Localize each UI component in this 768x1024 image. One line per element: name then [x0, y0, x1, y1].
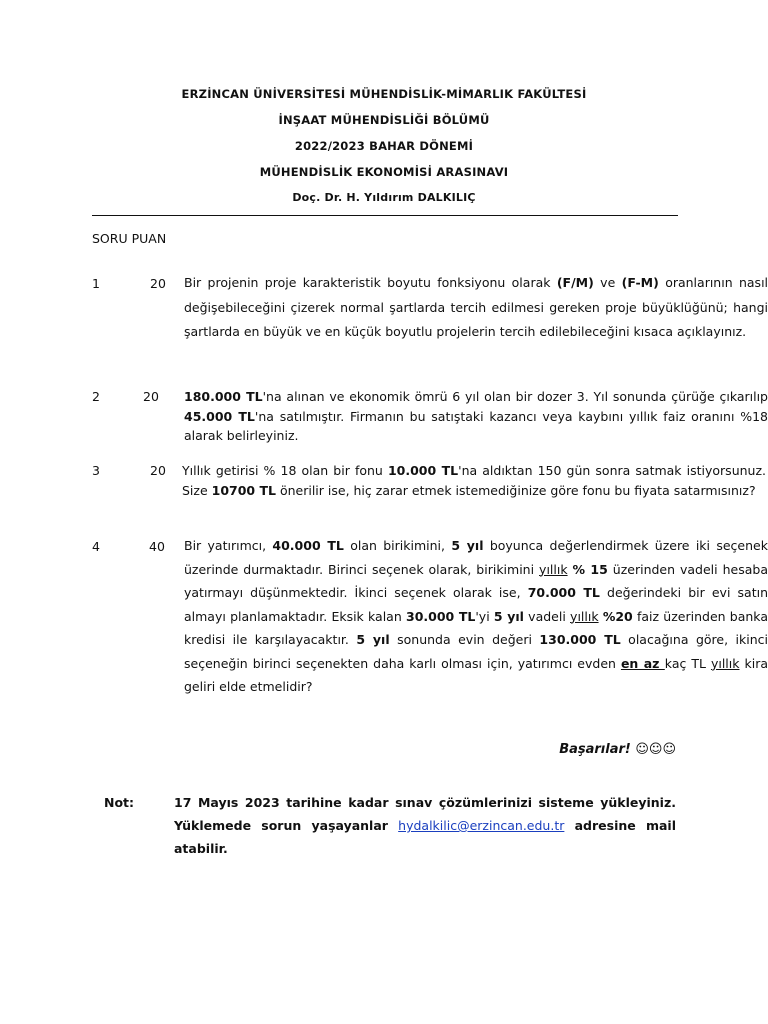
note-text: 17 Mayıs 2023 tarihine kadar sınav çözümlerinizi sisteme yükleyiniz. Yüklemede sorun yaşayanlar hydalkilic@erzincan.edu.tr adresine mail atabilir. — [174, 795, 676, 856]
faculty-title: ERZİNCAN ÜNİVERSİTESİ MÜHENDİSLİK-MİMARLIK FAKÜLTESİ — [181, 87, 587, 101]
exam-title: MÜHENDİSLİK EKONOMİSİ ARASINAVI — [259, 165, 509, 179]
question-text: Bir yatırımcı, 40.000 TL olan birikimini, 5 yıl boyunca değerlendirmek üzere iki seçenek üzerinde durmaktadır. Birinci seçenek olarak, birikimini yıllık % 15 üzerinden vadeli hesaba yatırmayı düşünmektedir. İkinci seçenek olarak ise, 70.000 TL değerindeki bir evi satın almayı planlamaktadır. Eksik kalan 30.000 TL'yi 5 yıl vadeli yıllık %20 faiz üzerinden banka kredisi ile karşılayacaktır. 5 yıl sonunda evin değeri 130.000 TL olacağına göre, ikinci seçeneğin birinci seçenekten daha karlı olması için, yatırımcı evden en az kaç TL yıllık kira geliri elde etmelidir? — [184, 538, 768, 694]
header-divider — [92, 215, 678, 216]
question-number: 4 — [92, 539, 100, 554]
question-points: 20 — [150, 276, 166, 291]
good-luck-message: Başarılar! ☺☺☺ — [559, 742, 676, 757]
question-number: 2 — [92, 389, 100, 404]
note-label: Not: — [104, 795, 135, 810]
question-points: 40 — [149, 539, 165, 554]
question-text: Bir projenin proje karakteristik boyutu fonksiyonu olarak (F/M) ve (F-M) oranlarının nasıl değişebileceğini çizerek normal şartlarda tercih edilmesi gereken proje büyüklüğünü; hangi şartlarda en büyük ve en küçük boyutlu projelerin tercih edilebileceğini kısaca açıklayınız. — [184, 275, 768, 339]
question-text: Yıllık getirisi % 18 olan bir fonu 10.000 TL'na aldıktan 150 gün sonra satmak istiyorsunuz. Size 10700 TL önerilir ise, hiç zarar etmek istemediğinize göre fonu bu fiyata satarmısınız? — [182, 463, 766, 498]
question-text: 180.000 TL'na alınan ve ekonomik ömrü 6 yıl olan bir dozer 3. Yıl sonunda çürüğe çıkarılıp 45.000 TL'na satılmıştır. Firmanın bu satıştaki kazancı veya kaybını yıllık faiz oranını %18 alarak belirleyiniz. — [184, 389, 768, 443]
question-points: 20 — [150, 463, 166, 478]
email-link[interactable]: hydalkilic@erzincan.edu.tr — [398, 818, 565, 833]
department-title: İNŞAAT MÜHENDİSLİĞİ BÖLÜMÜ — [278, 113, 490, 127]
instructor-name: Doç. Dr. H. Yıldırım DALKILIÇ — [292, 191, 476, 204]
term-title: 2022/2023 BAHAR DÖNEMİ — [294, 139, 474, 153]
question-points: 20 — [143, 389, 159, 404]
exam-header — [0, 84, 768, 214]
question-number: 3 — [92, 463, 100, 478]
column-headers: SORU PUAN — [92, 231, 167, 246]
question-number: 1 — [92, 276, 100, 291]
